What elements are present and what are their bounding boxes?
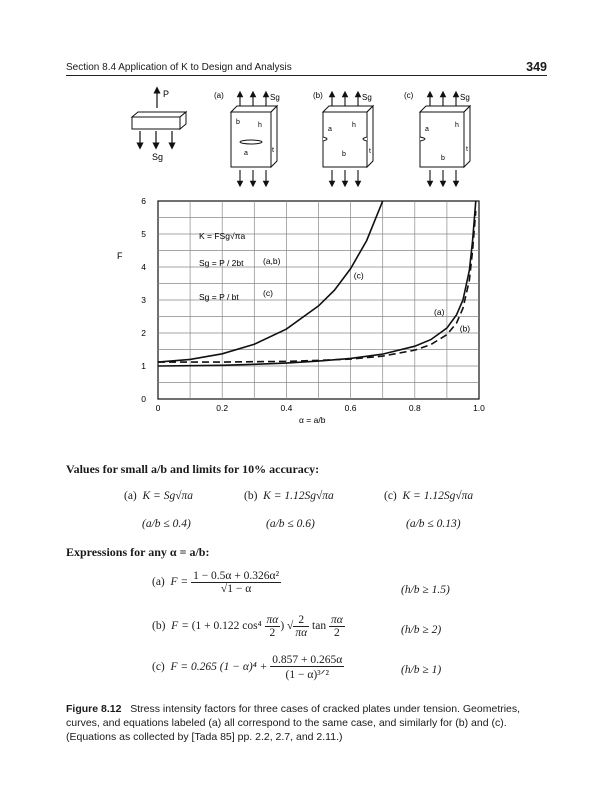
expression-a bbox=[152, 570, 281, 595]
expr-c-fraction bbox=[270, 654, 344, 681]
y-tick-label: 2 bbox=[141, 328, 146, 338]
dim-b-b: b bbox=[342, 151, 346, 158]
loaded-bar-sketch bbox=[132, 89, 186, 162]
expr-a-label: (a) bbox=[152, 576, 165, 589]
case-c-label: (c) bbox=[384, 490, 397, 502]
x-axis-label: α = a/b bbox=[299, 415, 326, 425]
case-b-label: (b) bbox=[313, 91, 323, 100]
x-tick-label: 0 bbox=[155, 403, 161, 413]
expr-b-limit: (h/b ≥ 2) bbox=[401, 624, 442, 636]
specimen-c-sketch bbox=[404, 91, 470, 184]
sg-ab-annotation: Sg = P / 2bt bbox=[199, 258, 244, 268]
y-tick-label: 4 bbox=[141, 262, 146, 272]
expr-b-frac3-den: 2 bbox=[334, 627, 340, 639]
expr-b-lhs: F = bbox=[171, 620, 189, 633]
page-number: 349 bbox=[526, 60, 547, 74]
x-tick-label: 0.4 bbox=[280, 403, 293, 413]
expr-b-frac2 bbox=[293, 614, 309, 639]
series-label-c: (c) bbox=[353, 270, 364, 281]
series-label-a: (a) bbox=[434, 306, 445, 317]
case-c-equation: K = 1.12Sg√πa bbox=[402, 490, 474, 502]
stress-label-left: Sg bbox=[152, 152, 164, 162]
case-b-equation: K = 1.12Sg√πa bbox=[263, 490, 334, 502]
expr-b-part1: (1 + 0.122 cos⁴ bbox=[191, 620, 262, 633]
expr-b-part2: ) bbox=[280, 620, 285, 633]
expr-b-frac3 bbox=[329, 614, 345, 639]
series-label-b: (b) bbox=[459, 323, 471, 334]
expressions-heading: Expressions for any α = a/b: bbox=[66, 545, 210, 559]
dim-a-c: a bbox=[425, 126, 429, 133]
expr-a-fraction bbox=[191, 570, 281, 595]
case-c-label: (c) bbox=[404, 91, 414, 100]
caption-text: Stress intensity factors for three cases of cracked plates under tension. Geometries, curves, and equations labeled (a) all correspond to the same case, and similarly for (b) and (c). (Equations as collected by [Tada 85] pp. 2.2, 2.7, and 2.11.) bbox=[66, 703, 521, 743]
x-tick-label: 0.8 bbox=[408, 403, 421, 413]
specimen-b-sketch bbox=[313, 91, 373, 184]
expr-c-denominator: (1 − α)³ᐟ² bbox=[285, 669, 329, 681]
dim-h-b: h bbox=[352, 122, 356, 129]
expr-a-numerator: 1 − 0.5α + 0.326α² bbox=[193, 570, 280, 582]
expr-b-tan: tan bbox=[312, 620, 327, 633]
x-tick-label: 0.2 bbox=[216, 403, 229, 413]
expr-b-frac2-den: πα bbox=[295, 627, 308, 639]
small-ab-heading: Values for small a/b and limits for 10% accuracy: bbox=[66, 462, 320, 476]
case-a-limit: (a/b ≤ 0.4) bbox=[142, 518, 191, 530]
expr-a-limit: (h/b ≥ 1.5) bbox=[401, 584, 450, 596]
expr-b-frac1-den: 2 bbox=[269, 627, 276, 639]
dim-h-a: h bbox=[258, 122, 262, 129]
sg-c-annotation: Sg = P / bt bbox=[199, 292, 239, 302]
dim-t-b: t bbox=[369, 148, 371, 155]
y-tick-label: 3 bbox=[141, 295, 146, 305]
expr-a-lhs: F = bbox=[170, 576, 189, 589]
y-axis-label: F bbox=[117, 251, 123, 261]
y-tick-label: 6 bbox=[141, 196, 146, 206]
expr-b-frac2-num: 2 bbox=[293, 614, 309, 627]
expr-c-numerator: 0.857 + 0.265α bbox=[272, 654, 343, 666]
k-formula-annotation: K = FSg√πa bbox=[199, 231, 246, 241]
expr-c-lhs: F = 0.265 (1 − α)⁴ + bbox=[170, 661, 268, 674]
sg-c-label: (c) bbox=[263, 288, 273, 298]
stress-label-b: Sg bbox=[362, 93, 372, 102]
case-a-label: (a) bbox=[214, 91, 224, 100]
expression-b: (b) F = (1 + 0.122 cos⁴ $\frac{\pi\alpha}{2}$ ) √ $\frac{2}{\pi\alpha}$ tan $\frac{\pi\alpha}{2}$ bbox=[152, 614, 343, 639]
dim-h-c: h bbox=[455, 122, 459, 129]
stress-intensity-chart bbox=[117, 196, 485, 425]
dim-b-a: b bbox=[236, 119, 240, 126]
case-b-label: (b) bbox=[244, 490, 258, 502]
dim-t-a: t bbox=[272, 147, 274, 154]
y-tick-label: 5 bbox=[141, 229, 146, 239]
expr-c-limit: (h/b ≥ 1) bbox=[401, 664, 442, 676]
specimen-a-sketch bbox=[214, 91, 280, 184]
stress-label-c: Sg bbox=[460, 93, 470, 102]
expression-c bbox=[152, 654, 344, 681]
sg-ab-label: (a,b) bbox=[263, 256, 281, 266]
y-tick-label: 0 bbox=[141, 394, 146, 404]
section-title: Section 8.4 Application of K to Design and Analysis bbox=[66, 62, 292, 73]
caption-label: Figure 8.12 bbox=[66, 703, 122, 715]
y-tick-label: 1 bbox=[141, 361, 146, 371]
expr-b-frac3-num: πα bbox=[330, 614, 343, 626]
dim-t-c: t bbox=[466, 146, 468, 153]
case-a-label: (a) bbox=[124, 490, 137, 502]
stress-label-a: Sg bbox=[270, 93, 280, 102]
expr-b-frac1-num: πα bbox=[266, 614, 279, 626]
expr-c-label: (c) bbox=[152, 661, 165, 674]
small-ab-case-c bbox=[384, 490, 473, 502]
expr-b-label: (b) bbox=[152, 620, 166, 633]
x-tick-label: 0.6 bbox=[344, 403, 357, 413]
dim-b-c: b bbox=[441, 155, 445, 162]
expr-b-frac1 bbox=[265, 614, 281, 639]
x-tick-label: 1.0 bbox=[473, 403, 485, 413]
small-ab-case-b bbox=[244, 490, 334, 502]
case-b-limit: (a/b ≤ 0.6) bbox=[266, 518, 315, 530]
case-a-equation: K = Sg√πa bbox=[142, 490, 194, 502]
small-ab-case-a bbox=[124, 490, 193, 502]
load-label: P bbox=[163, 89, 170, 99]
expr-a-denominator: √1 − α bbox=[220, 583, 252, 595]
dim-a-a: a bbox=[244, 150, 248, 157]
case-c-limit: (a/b ≤ 0.13) bbox=[406, 518, 461, 530]
figure-caption bbox=[66, 702, 548, 744]
dim-a-b: a bbox=[328, 126, 332, 133]
